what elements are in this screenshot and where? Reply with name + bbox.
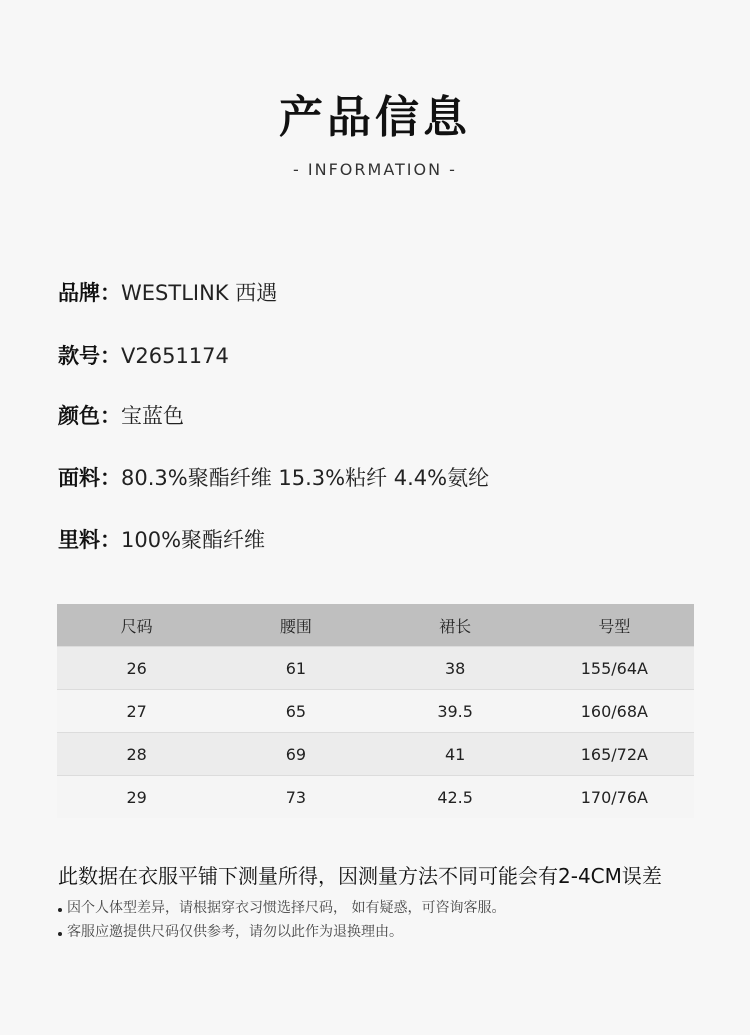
- lining-value: 100%聚酯纤维: [121, 528, 266, 552]
- fabric-value: 80.3%聚酯纤维 15.3%粘纤 4.4%氨纶: [121, 466, 490, 490]
- lining-label: 里料：: [58, 528, 121, 552]
- color-value: 宝蓝色: [121, 404, 184, 428]
- fabric-label: 面料：: [58, 466, 121, 490]
- table-cell: 41: [376, 733, 535, 776]
- table-cell: 42.5: [376, 776, 535, 819]
- table-cell: 170/76A: [535, 776, 694, 819]
- info-row-brand: [58, 278, 277, 308]
- fit-column-header: 号型: [535, 604, 694, 647]
- table-row: [57, 776, 694, 819]
- note-item: [58, 898, 505, 918]
- page-title: 产品信息: [279, 92, 471, 143]
- table-row: [57, 647, 694, 690]
- size-table-header-row: [57, 604, 694, 647]
- size-table: [57, 604, 694, 818]
- page-subtitle: - INFORMATION -: [293, 160, 457, 179]
- measurement-note-title: 此数据在衣服平铺下测量所得，因测量方法不同可能会有2-4CM误差: [58, 864, 662, 888]
- table-cell: 29: [57, 776, 216, 819]
- table-cell: 155/64A: [535, 647, 694, 690]
- info-row-lining: [58, 525, 265, 555]
- note-text: 因个人体型差异，请根据穿衣习惯选择尺码， 如有疑惑，可咨询客服。: [67, 900, 506, 916]
- brand-label: 品牌：: [58, 281, 121, 305]
- table-cell: 69: [216, 733, 375, 776]
- table-row: [57, 733, 694, 776]
- table-row: [57, 690, 694, 733]
- note-item: [58, 922, 403, 942]
- table-cell: 165/72A: [535, 733, 694, 776]
- brand-value: WESTLINK 西遇: [121, 281, 278, 305]
- table-cell: 160/68A: [535, 690, 694, 733]
- length-column-header: 裙长: [376, 604, 535, 647]
- style-number-label: 款号：: [58, 344, 121, 368]
- table-cell: 61: [216, 647, 375, 690]
- table-cell: 26: [57, 647, 216, 690]
- color-label: 颜色：: [58, 404, 121, 428]
- table-cell: 27: [57, 690, 216, 733]
- bullet-dot-icon: [58, 908, 62, 912]
- info-row-color: [58, 401, 184, 431]
- table-cell: 73: [216, 776, 375, 819]
- table-cell: 65: [216, 690, 375, 733]
- waist-column-header: 腰围: [216, 604, 375, 647]
- table-cell: 28: [57, 733, 216, 776]
- info-row-fabric: [58, 463, 489, 493]
- table-cell: 38: [376, 647, 535, 690]
- info-row-style-number: [58, 341, 229, 371]
- table-cell: 39.5: [376, 690, 535, 733]
- style-number-value: V2651174: [121, 344, 229, 368]
- note-text: 客服应邀提供尺码仅供参考，请勿以此作为退换理由。: [67, 924, 403, 940]
- bullet-dot-icon: [58, 932, 62, 936]
- size-column-header: 尺码: [57, 604, 216, 647]
